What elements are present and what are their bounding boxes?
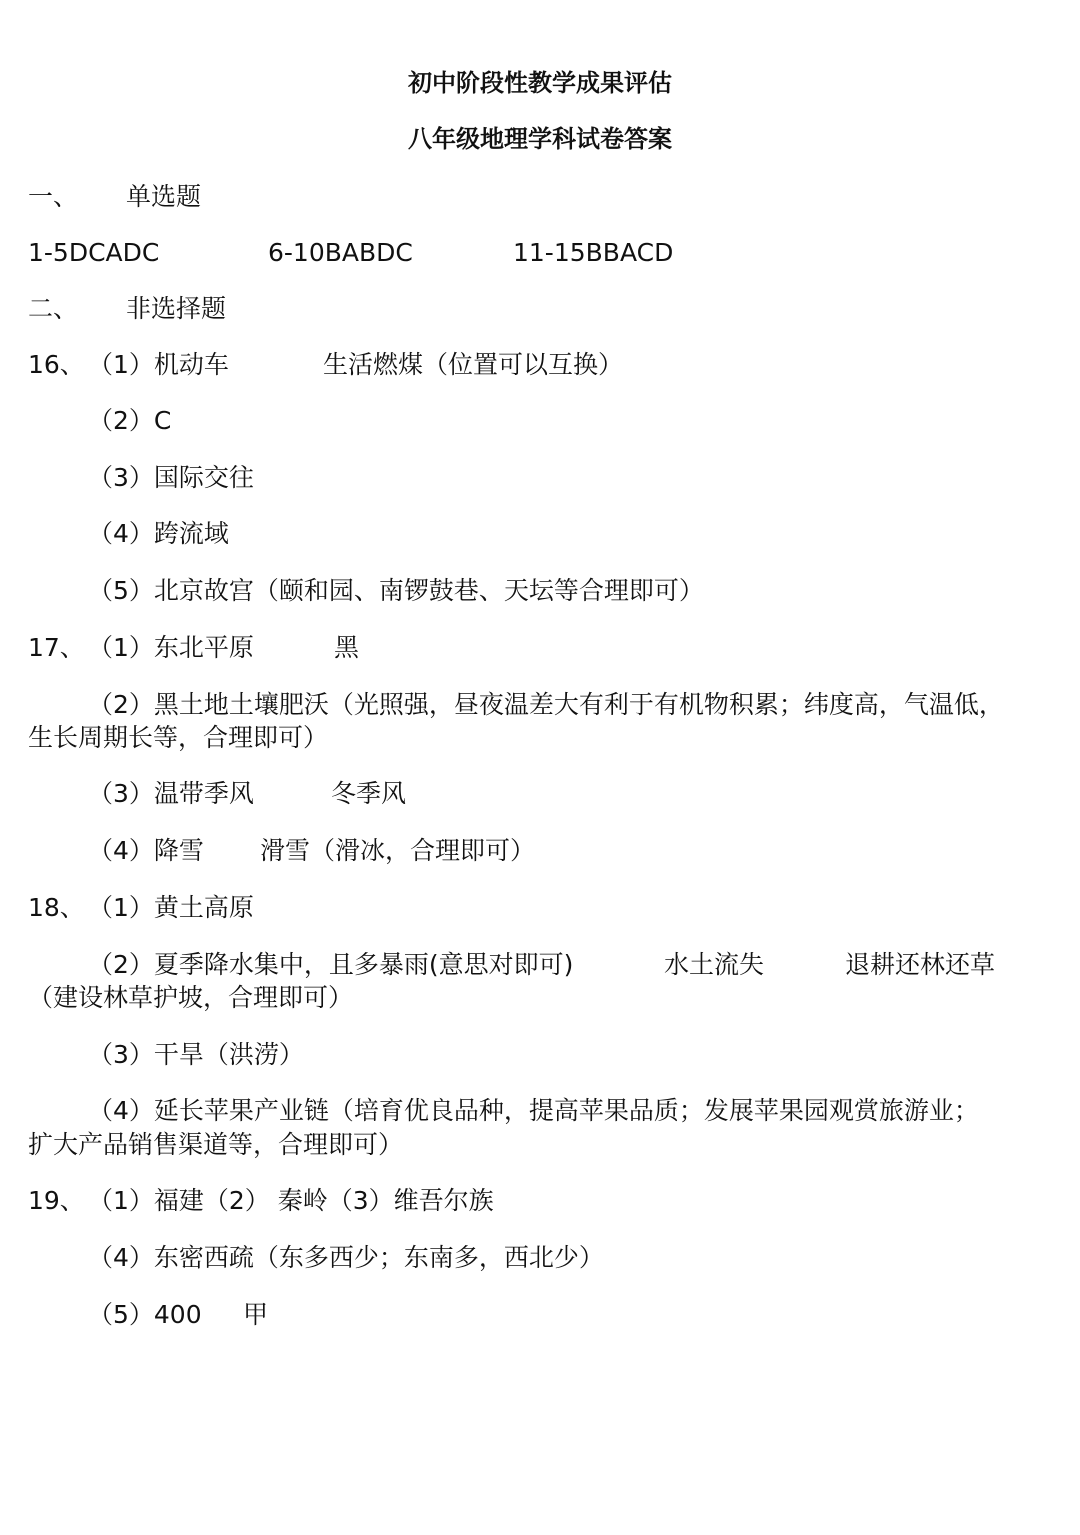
q18-part1: （1）黄土高原: [88, 893, 254, 922]
q17-part3: （3）温带季风: [88, 779, 254, 808]
q18-part4-continued: 扩大产品销售渠道等，合理即可）: [28, 1130, 404, 1159]
section-1-heading: [28, 180, 201, 214]
q18-part2-third-answer: 退耕还林还草: [845, 950, 996, 979]
q17-part2-continued: 生长周期长等，合理即可）: [28, 723, 329, 752]
q18-part3: （3）干旱（洪涝）: [88, 1040, 304, 1069]
q16-part3: （3）国际交往: [88, 463, 254, 492]
section-1-number: 一、: [28, 182, 79, 211]
q18-number: 18、: [28, 893, 85, 922]
q18-part2: （2）夏季降水集中，且多暴雨(意思对即可): [88, 950, 574, 979]
mc-answers-1-5: 1-5DCADC: [28, 238, 160, 267]
q16-part4: （4）跨流域: [88, 519, 229, 548]
q17-part1-second-answer: 黑: [334, 633, 360, 662]
mc-answers-6-10: 6-10BABDC: [268, 238, 413, 267]
page-subtitle: 八年级地理学科试卷答案: [408, 125, 672, 153]
q16-part1-second-answer: 生活燃煤（位置可以互换）: [323, 350, 624, 379]
q16-part2: （2）C: [88, 406, 172, 435]
q16-part5: （5）北京故宫（颐和园、南锣鼓巷、天坛等合理即可）: [88, 576, 704, 605]
q17-number: 17、: [28, 633, 85, 662]
q19-part4: （4）东密西疏（东多西少；东南多，西北少）: [88, 1243, 604, 1272]
q19-part5: （5）400: [88, 1300, 202, 1329]
page-title: 初中阶段性教学成果评估: [408, 69, 672, 97]
section-2-label: 非选择题: [126, 294, 227, 323]
section-2-number: 二、: [28, 294, 79, 323]
q16-number: 16、: [28, 350, 85, 379]
q19-part5-second-answer: 甲: [243, 1300, 269, 1329]
q17-part1: （1）东北平原: [88, 633, 254, 662]
mc-answers-11-15: 11-15BBACD: [513, 238, 674, 267]
section-1-label: 单选题: [126, 182, 202, 211]
q17-part4: （4）降雪: [88, 836, 204, 865]
q17-part2: （2）黑土地土壤肥沃（光照强，昼夜温差大有利于有机物积累；纬度高，气温低，: [88, 690, 1004, 719]
q18-part2-second-answer: 水土流失: [664, 950, 765, 979]
q18-part4: （4）延长苹果产业链（培育优良品种，提高苹果品质；发展苹果园观赏旅游业；: [88, 1096, 979, 1125]
q16-part1: （1）机动车: [88, 350, 229, 379]
q17-part4-second-answer: 滑雪（滑冰，合理即可）: [260, 836, 536, 865]
q19-number: 19、: [28, 1186, 85, 1215]
q18-part2-continued: （建设林草护坡，合理即可）: [28, 983, 354, 1012]
section-2-heading: [28, 292, 226, 326]
q19-parts-1-3: （1）福建（2） 秦岭（3）维吾尔族: [88, 1186, 494, 1215]
q17-part3-second-answer: 冬季风: [331, 779, 407, 808]
